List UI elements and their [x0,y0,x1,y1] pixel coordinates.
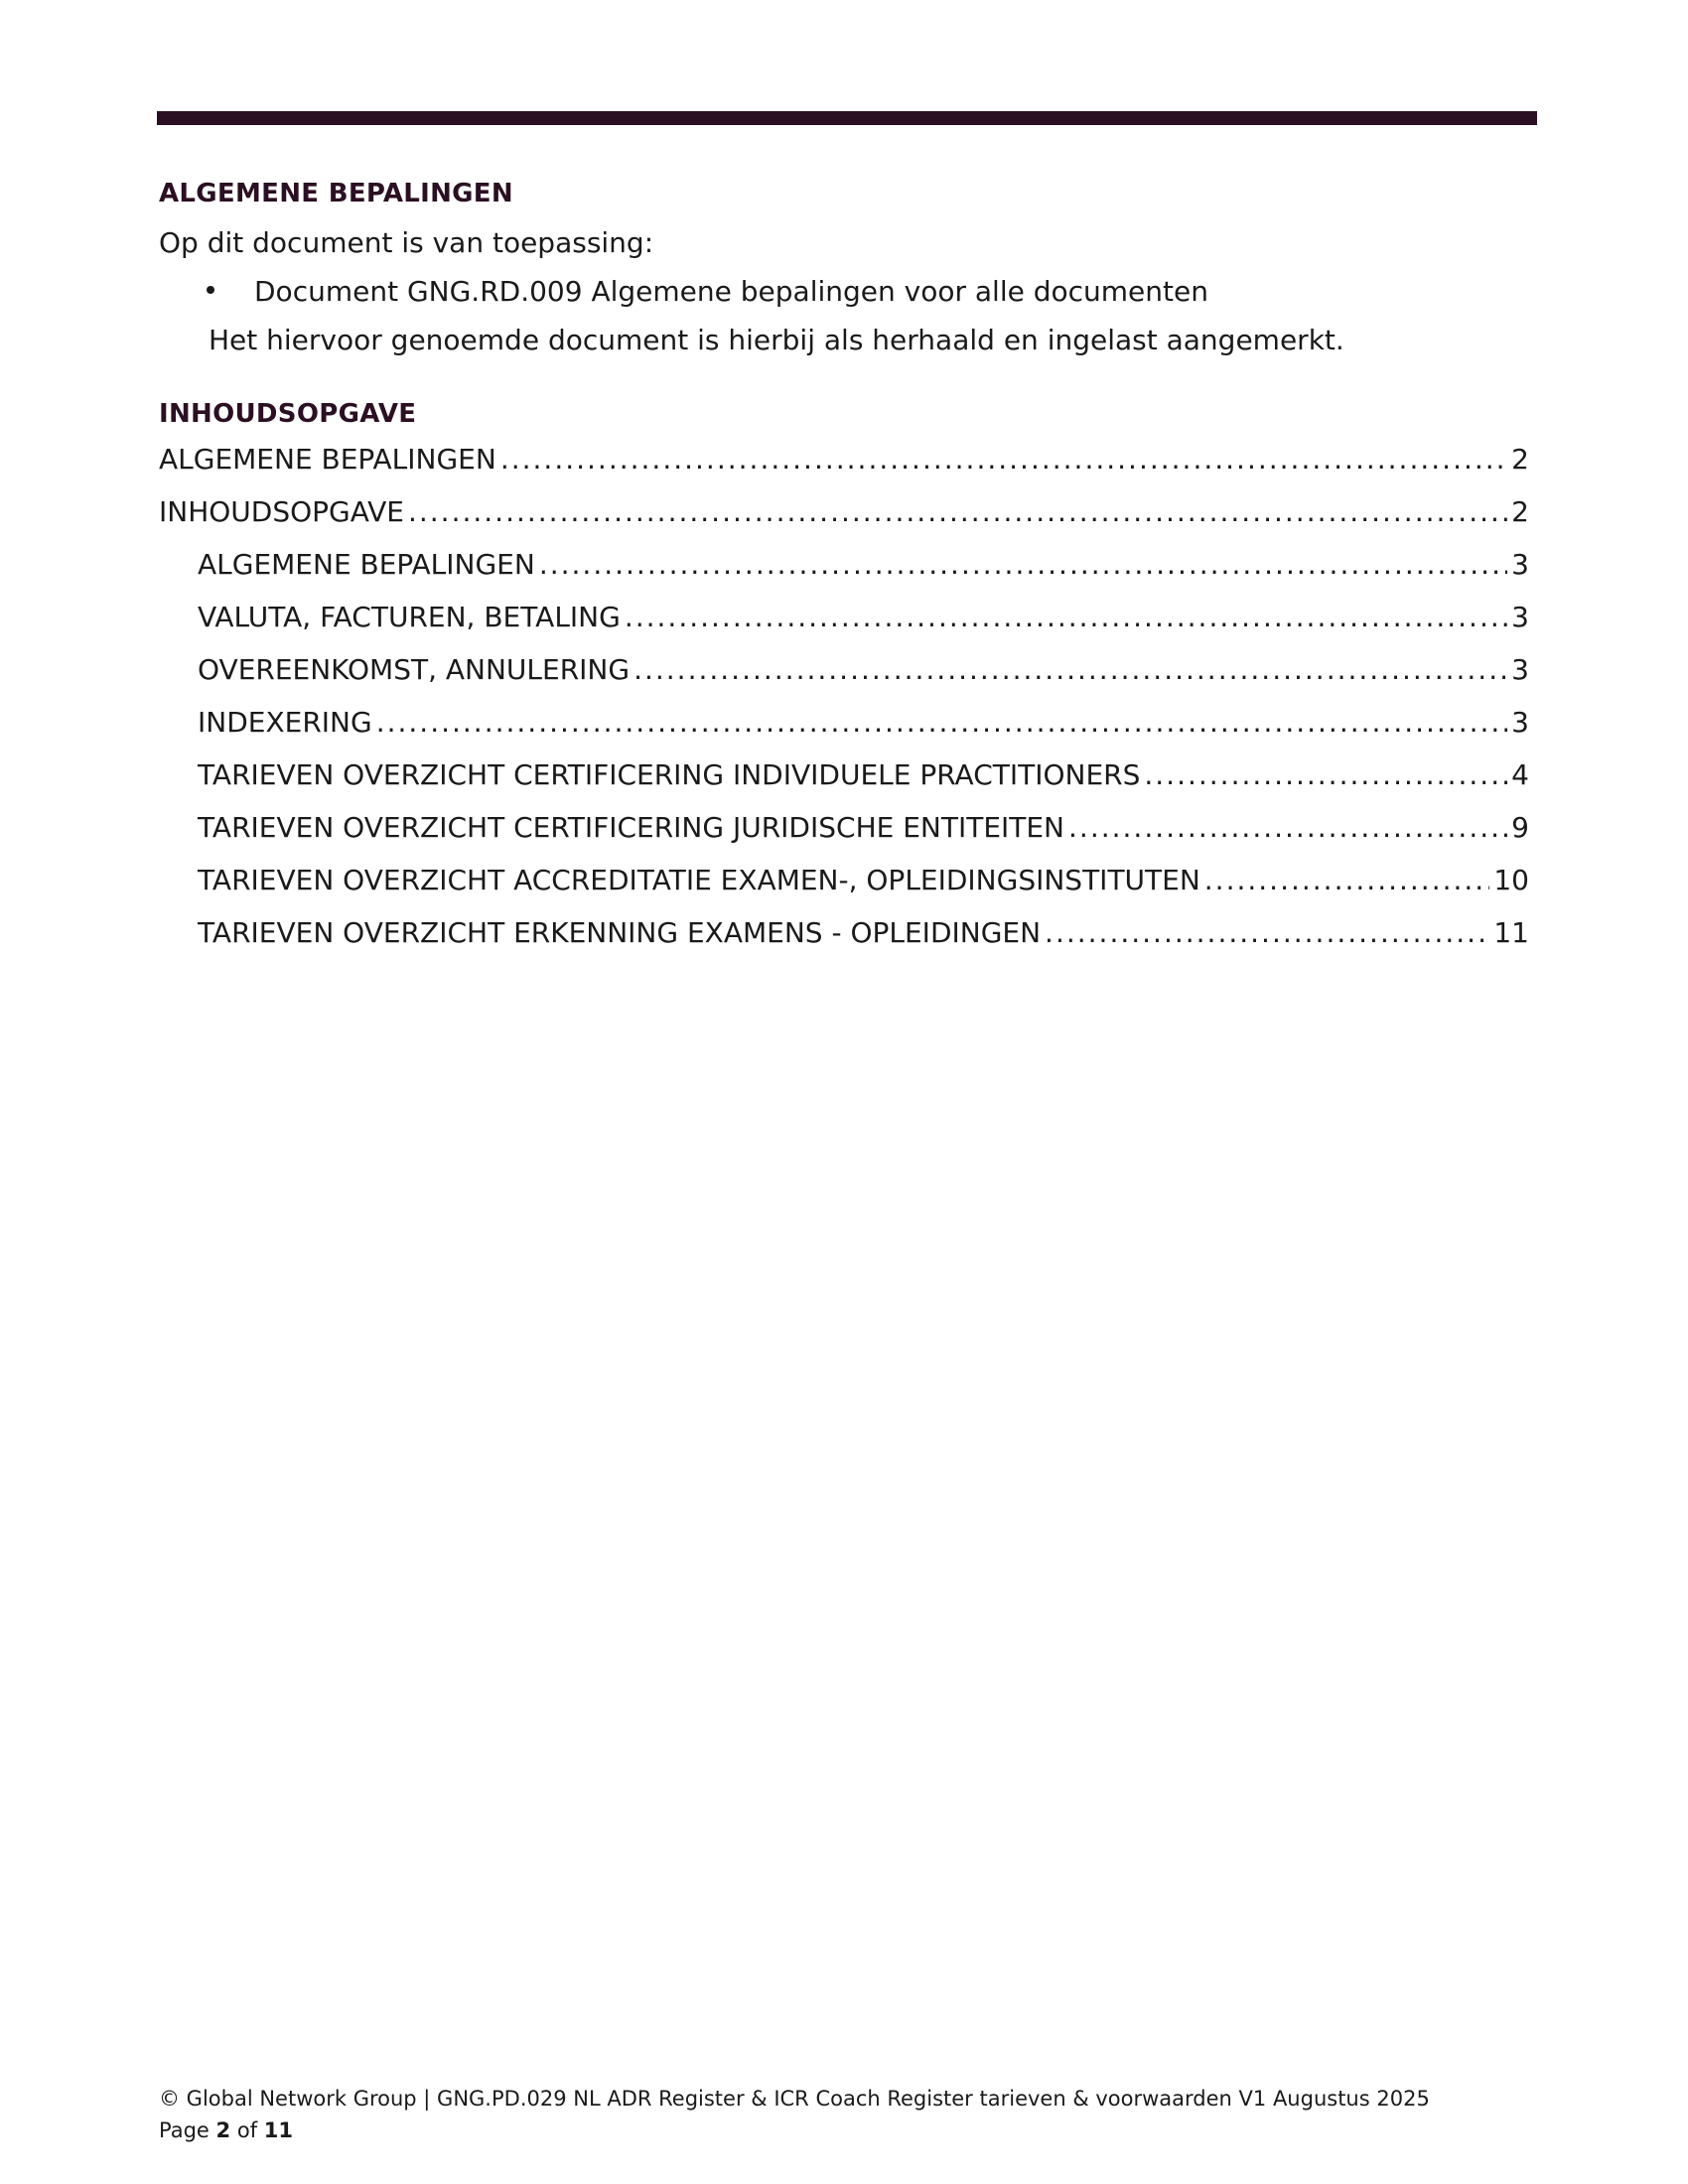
toc-entry-page: 11 [1493,916,1529,949]
toc-entry-page: 10 [1493,864,1529,896]
toc-dot-leader [408,495,1507,528]
toc-entry[interactable] [159,601,1529,653]
bullet-text: Document GNG.RD.009 Algemene bepalingen voor alle documenten [254,275,1208,308]
toc-entry-page: 3 [1511,548,1529,581]
toc-entry-page: 2 [1511,495,1529,528]
toc-entry[interactable] [159,443,1529,495]
toc-dot-leader [625,601,1507,633]
page-footer [159,2083,1430,2146]
toc-entry[interactable] [159,653,1529,706]
toc-entry-title: ALGEMENE BEPALINGEN [159,443,496,476]
toc-entry-title: TARIEVEN OVERZICHT ACCREDITATIE EXAMEN-, OPLEIDINGSINSTITUTEN [198,864,1200,896]
toc-entry-title: TARIEVEN OVERZICHT CERTIFICERING INDIVIDUELE PRACTITIONERS [198,758,1141,791]
toc-entry-title: VALUTA, FACTUREN, BETALING [198,601,621,633]
toc-entry-title: INDEXERING [198,706,372,739]
footer-copyright: © Global Network Group | GNG.PD.029 NL ADR Register & ICR Coach Register tarieven & voorwaarden V1 Augustus 2025 [159,2087,1430,2111]
toc-entry-title: TARIEVEN OVERZICHT ERKENNING EXAMENS - OPLEIDINGEN [198,916,1042,949]
toc-entry-title: ALGEMENE BEPALINGEN [198,548,535,581]
toc-dot-leader [1204,864,1490,896]
general-provisions-note: Het hiervoor genoemde document is hierbij als herhaald en ingelast aangemerkt. [209,324,1344,356]
toc-entry[interactable] [159,706,1529,758]
general-provisions-bullet [207,275,1208,308]
toc-dot-leader [1045,916,1489,949]
footer-page-total: 11 [263,2118,294,2142]
toc-entry-page: 2 [1511,443,1529,476]
toc-dot-leader [376,706,1507,739]
footer-page-number: Page 2 of 11 [159,2118,294,2142]
toc-entry[interactable] [159,864,1529,916]
toc-entry-page: 3 [1511,653,1529,686]
toc-entry[interactable] [159,758,1529,811]
toc-entry-title: OVEREENKOMST, ANNULERING [198,653,631,686]
toc-dot-leader [1144,758,1507,791]
toc-entry-title: INHOUDSOPGAVE [159,495,404,528]
toc-entry[interactable] [159,916,1529,969]
toc-dot-leader [633,653,1507,686]
toc-entry-page: 3 [1511,601,1529,633]
toc-heading: INHOUDSOPGAVE [159,399,417,429]
general-provisions-heading: ALGEMENE BEPALINGEN [159,179,513,208]
toc-dot-leader [1068,811,1507,844]
toc-dot-leader [539,548,1507,581]
toc-entry[interactable] [159,495,1529,548]
table-of-contents [159,443,1529,969]
toc-entry-page: 4 [1511,758,1529,791]
general-provisions-intro: Op dit document is van toepassing: [159,226,654,259]
toc-entry[interactable] [159,811,1529,864]
toc-dot-leader [500,443,1507,476]
toc-entry[interactable] [159,548,1529,601]
toc-entry-page: 9 [1511,811,1529,844]
toc-entry-title: TARIEVEN OVERZICHT CERTIFICERING JURIDISCHE ENTITEITEN [198,811,1065,844]
bullet-icon [207,286,214,294]
header-rule [157,111,1537,125]
toc-entry-page: 3 [1511,706,1529,739]
footer-page-current: 2 [215,2118,231,2142]
